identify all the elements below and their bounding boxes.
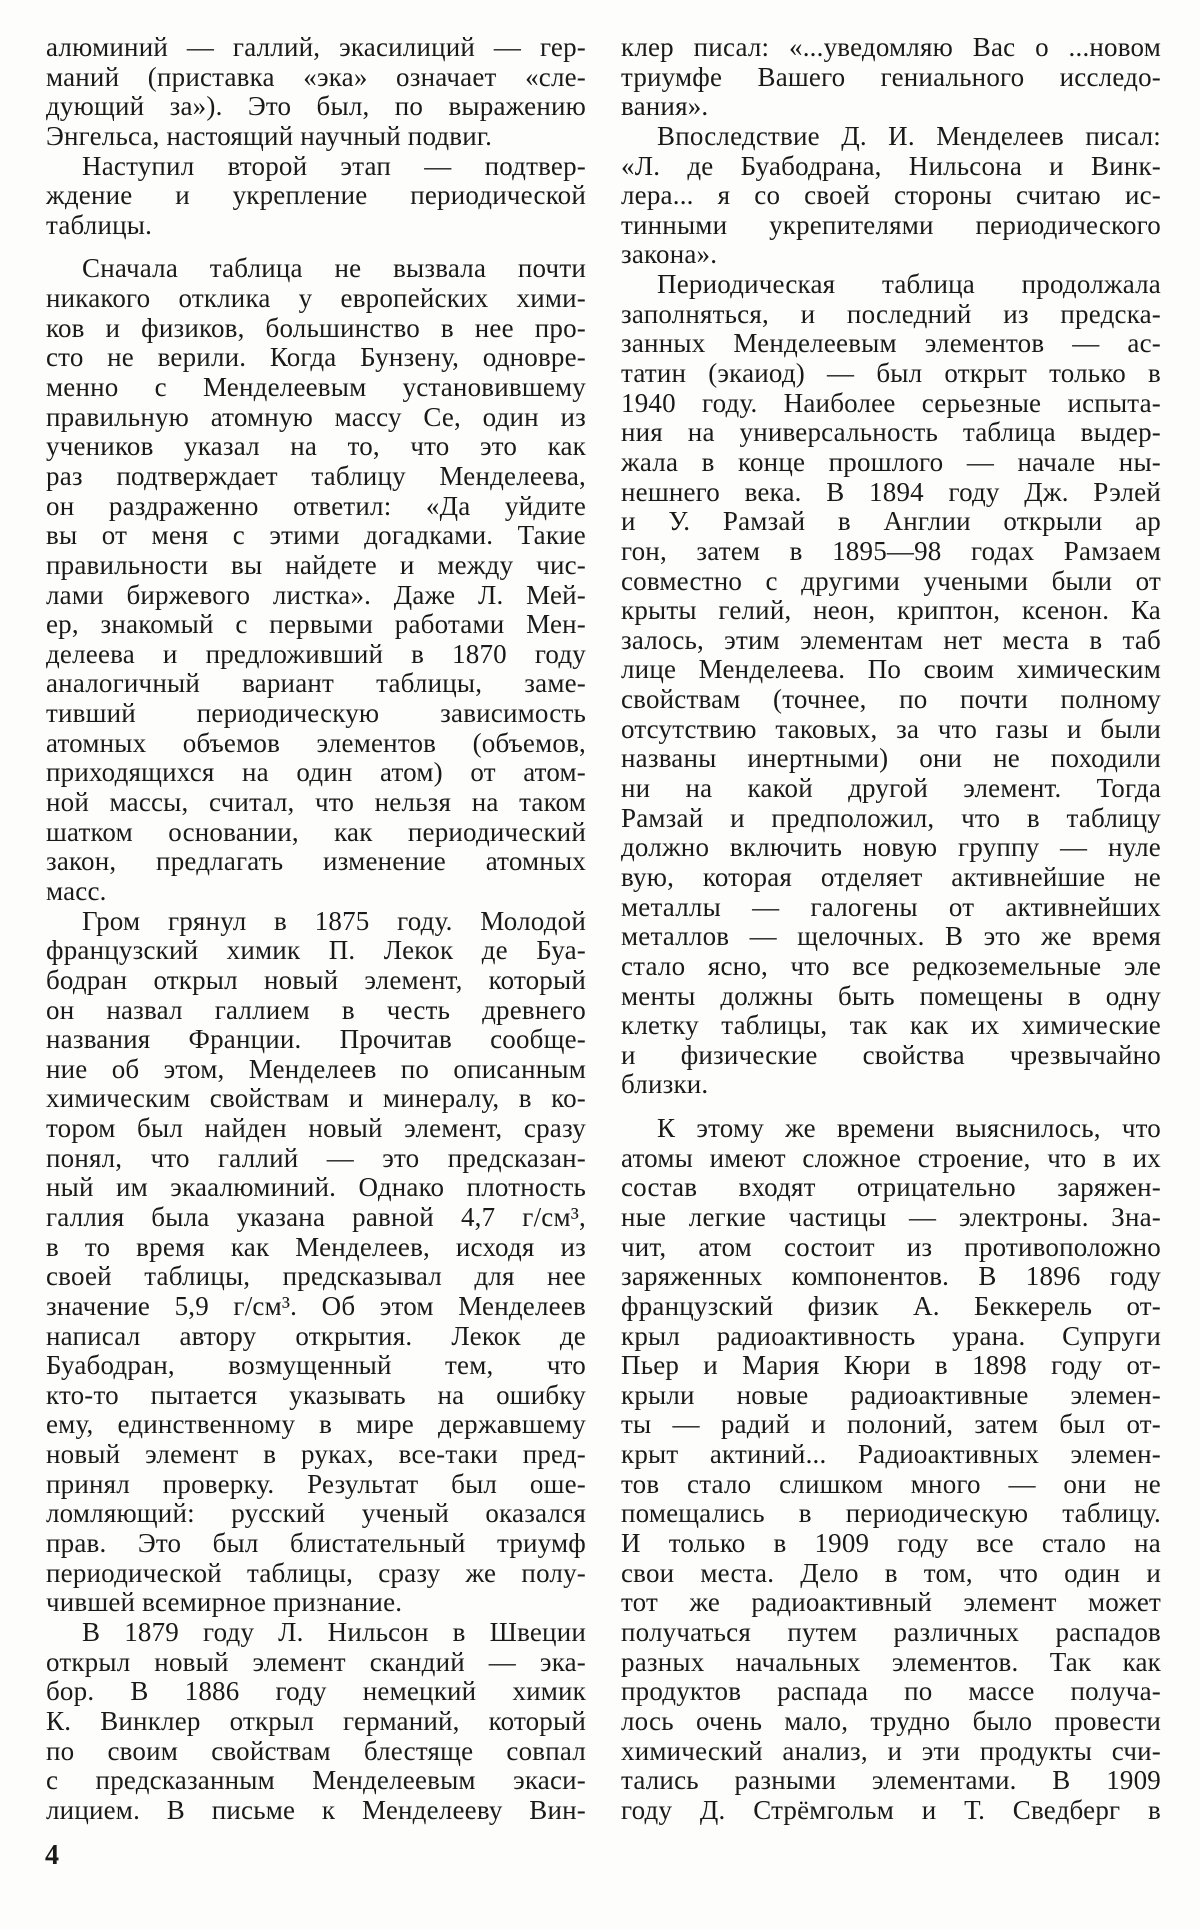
text-line: татин (экаиод) — был открыт только в xyxy=(621,358,1161,389)
text-line: названия Франции. Прочитав сообще- xyxy=(46,1024,586,1055)
text-line: чившей всемирное признание. xyxy=(46,1587,403,1618)
text-line: К. Винклер открыл германий, который xyxy=(46,1705,586,1736)
text-line: бор. В 1886 году немецкий химик xyxy=(46,1676,586,1707)
text-line: ждение и укрепление периодической xyxy=(46,180,586,211)
text-line: французский физик А. Беккерель от- xyxy=(621,1290,1161,1321)
text-line: закона». xyxy=(621,239,718,270)
text-line: совместно с другими учеными были от xyxy=(621,565,1161,596)
text-line: понял, что галлий — это предсказан- xyxy=(46,1142,586,1173)
text-line: лицием. В письме к Менделееву Вин- xyxy=(46,1794,586,1825)
text-line: аналогичный вариант таблицы, заме- xyxy=(46,668,586,699)
text-line: ния на универсальность таблица выдер- xyxy=(621,417,1161,448)
text-line: закон, предлагать изменение атомных xyxy=(46,846,586,877)
text-line: помещались в периодическую таблицу. xyxy=(621,1498,1161,1529)
text-line: дующий за»). Это был, по выражению xyxy=(46,91,586,122)
text-line: масс. xyxy=(46,875,107,906)
text-line: свои места. Дело в том, что один и xyxy=(621,1557,1161,1588)
text-line: металлы — галогены от активнейших xyxy=(621,891,1161,922)
text-line: залось, этим элементам нет места в таб xyxy=(621,624,1161,655)
text-line: чит, атом состоит из противоположно xyxy=(621,1231,1161,1262)
text-line: галлия была указана равной 4,7 г/см³, xyxy=(46,1201,586,1232)
page-number: 4 xyxy=(45,1840,59,1871)
text-line: 1940 году. Наиболее серьезные испыта- xyxy=(621,387,1161,418)
text-line: получаться путем различных распадов xyxy=(621,1616,1161,1647)
text-line: открыл новый элемент скандий — эка- xyxy=(46,1646,586,1677)
text-line: тов стало слишком много — они не xyxy=(621,1468,1161,1499)
text-line: Пьер и Мария Кюри в 1898 году от- xyxy=(621,1350,1161,1381)
text-line: тивший периодическую зависимость xyxy=(46,698,586,729)
text-line: атомы имеют сложное строение, что в их xyxy=(621,1142,1161,1173)
text-line: ные легкие частицы — электроны. Зна- xyxy=(621,1201,1161,1232)
text-line: приходящихся на один атом) от атом- xyxy=(46,757,586,788)
text-line: ков и физиков, большинство в нее про- xyxy=(46,312,586,343)
text-line: «Л. де Буабодрана, Нильсона и Винк- xyxy=(621,150,1161,181)
text-line: ему, единственному в мире державшему xyxy=(46,1409,586,1440)
text-line: химический анализ, и эти продукты счи- xyxy=(621,1735,1161,1766)
text-line: Энгельса, настоящий научный подвиг. xyxy=(46,120,493,151)
text-line: заряженных компонентов. В 1896 году xyxy=(621,1261,1161,1292)
text-line: вы от меня с этими догадками. Такие xyxy=(46,520,586,551)
text-line: отсутствию таковых, за что газы и были xyxy=(621,713,1161,744)
text-line: клер писал: «...уведомляю Вас о ...новом xyxy=(621,32,1161,62)
text-line: ной массы, считал, что нельзя на таком xyxy=(46,787,586,818)
text-line: в то время как Менделеев, исходя из xyxy=(46,1231,586,1262)
text-line: свойствам (точнее, по почти полному xyxy=(621,684,1161,715)
text-line: новый элемент в руках, все-таки пред- xyxy=(46,1439,586,1470)
text-line: французский химик П. Лекок де Буа- xyxy=(46,935,586,966)
text-line: продуктов распада по массе получа- xyxy=(621,1676,1161,1707)
text-line: состав входят отрицательно заряжен- xyxy=(621,1172,1161,1203)
text-line: и У. Рамзай в Англии открыли ар xyxy=(621,506,1161,537)
text-line: триумфе Вашего гениального исследо- xyxy=(621,61,1161,92)
text-line: крыт актиний... Радиоактивных элемен- xyxy=(621,1439,1161,1470)
text-line: гон, затем в 1895—98 годах Рамзаем xyxy=(621,535,1161,566)
text-line: бодран открыл новый элемент, который xyxy=(46,964,586,995)
text-line: маний (приставка «эка» означает «сле- xyxy=(46,61,586,92)
paragraph-gap xyxy=(621,1100,1161,1114)
text-line: должно включить новую группу — нуле xyxy=(621,832,1161,863)
text-line: Впоследствие Д. И. Менделеев писал: xyxy=(657,120,1161,151)
text-line: металлов — щелочных. В это же время xyxy=(621,921,1161,952)
text-line: стало ясно, что все редкоземельные эле xyxy=(621,950,1161,981)
text-line: вания». xyxy=(621,91,709,122)
text-line: никакого отклика у европейских хими- xyxy=(46,283,586,314)
text-line: лера... я со своей стороны считаю ис- xyxy=(621,180,1161,211)
text-line: написал автору открытия. Лекок де xyxy=(46,1320,586,1351)
text-line: таблицы. xyxy=(46,209,153,240)
text-line: лось очень мало, трудно было провести xyxy=(621,1705,1161,1736)
text-line: атомных объемов элементов (объемов, xyxy=(46,727,586,758)
text-line: менно с Менделеевым установившему xyxy=(46,372,586,403)
text-line: крыты гелий, неон, криптон, ксенон. Ка xyxy=(621,595,1161,626)
text-line: году Д. Стрёмгольм и Т. Сведберг в xyxy=(621,1794,1161,1825)
text-line: занных Менделеевым элементов — ас- xyxy=(621,328,1161,359)
text-line: Буабодран, возмущенный тем, что xyxy=(46,1350,586,1381)
text-line: заполняться, и последний из предска- xyxy=(621,298,1161,329)
text-line: ный им экаалюминий. Однако плотность xyxy=(46,1172,586,1203)
text-line: тались разными элементами. В 1909 xyxy=(621,1765,1161,1796)
text-line: он раздраженно ответил: «Да уйдите xyxy=(46,490,586,521)
text-line: алюминий — галлий, экасилиций — гер- xyxy=(46,32,586,62)
text-line: Сначала таблица не вызвала почти xyxy=(82,253,586,284)
text-line: шатком основании, как периодический xyxy=(46,816,586,847)
text-line: прав. Это был блистательный триумф xyxy=(46,1528,586,1559)
text-line: вую, которая отделяет активнейшие не xyxy=(621,861,1161,892)
text-line: ломляющий: русский ученый оказался xyxy=(46,1498,586,1529)
text-line: Периодическая таблица продолжала xyxy=(657,269,1161,300)
text-line: ни на какой другой элемент. Тогда xyxy=(621,773,1161,804)
text-line: он назвал галлием в честь древнего xyxy=(46,994,586,1025)
text-line: клетку таблицы, так как их химические xyxy=(621,1010,1161,1041)
text-line: своей таблицы, предсказывал для нее xyxy=(46,1261,586,1292)
text-line: правильности вы найдете и между чис- xyxy=(46,549,586,580)
text-line: лами биржевого листка». Даже Л. Мей- xyxy=(46,579,586,610)
text-line: нешнего века. В 1894 году Дж. Рэлей xyxy=(621,476,1161,507)
text-line: жала в конце прошлого — начале ны- xyxy=(621,446,1161,477)
text-line: разных начальных элементов. Так как xyxy=(621,1646,1161,1677)
text-line: Рамзай и предположил, что в таблицу xyxy=(621,802,1161,833)
text-line: и физические свойства чрезвычайно xyxy=(621,1039,1161,1070)
text-line: сто не верили. Когда Бунзену, одновре- xyxy=(46,342,586,373)
text-line: Гром грянул в 1875 году. Молодой xyxy=(82,905,586,936)
text-line: делеева и предложивший в 1870 году xyxy=(46,638,586,669)
text-line: ты — радий и полоний, затем был от- xyxy=(621,1409,1161,1440)
text-line: учеников указал на то, что это как xyxy=(46,431,586,462)
text-line: названы инертными) они не походили xyxy=(621,743,1161,774)
text-line: принял проверку. Результат был оше- xyxy=(46,1468,586,1499)
text-line: ер, знакомый с первыми работами Мен- xyxy=(46,609,586,640)
text-line: В 1879 году Л. Нильсон в Швеции xyxy=(82,1616,586,1647)
text-line: тором был найден новый элемент, сразу xyxy=(46,1113,586,1144)
left-text-column xyxy=(46,33,586,1825)
text-line: кто-то пытается указывать на ошибку xyxy=(46,1379,586,1410)
right-text-column xyxy=(621,33,1161,1825)
text-line: близки. xyxy=(621,1069,709,1100)
text-line: правильную атомную массу Се, один из xyxy=(46,401,586,432)
text-line: тот же радиоактивный элемент может xyxy=(621,1587,1161,1618)
text-line: Наступил второй этап — подтвер- xyxy=(82,150,586,181)
text-line: ние об этом, Менделеев по описанным xyxy=(46,1053,586,1084)
text-line: тинными укрепителями периодического xyxy=(621,209,1161,240)
text-line: раз подтверждает таблицу Менделеева, xyxy=(46,460,586,491)
text-line: И только в 1909 году все стало на xyxy=(621,1528,1161,1559)
text-line: значение 5,9 г/см³. Об этом Менделеев xyxy=(46,1290,586,1321)
text-line: химическим свойствам и минералу, в ко- xyxy=(46,1083,586,1114)
text-line: с предсказанным Менделеевым экаси- xyxy=(46,1765,586,1796)
text-line: периодической таблицы, сразу же полу- xyxy=(46,1557,586,1588)
paragraph-gap xyxy=(46,240,586,254)
text-line: крыли новые радиоактивные элемен- xyxy=(621,1379,1161,1410)
text-line: лице Менделеева. По своим химическим xyxy=(621,654,1161,685)
text-line: крыл радиоактивность урана. Супруги xyxy=(621,1320,1161,1351)
text-line: менты должны быть помещены в одну xyxy=(621,980,1161,1011)
text-line: по своим свойствам блестяще совпал xyxy=(46,1735,586,1766)
text-line: К этому же времени выяснилось, что xyxy=(657,1113,1161,1144)
